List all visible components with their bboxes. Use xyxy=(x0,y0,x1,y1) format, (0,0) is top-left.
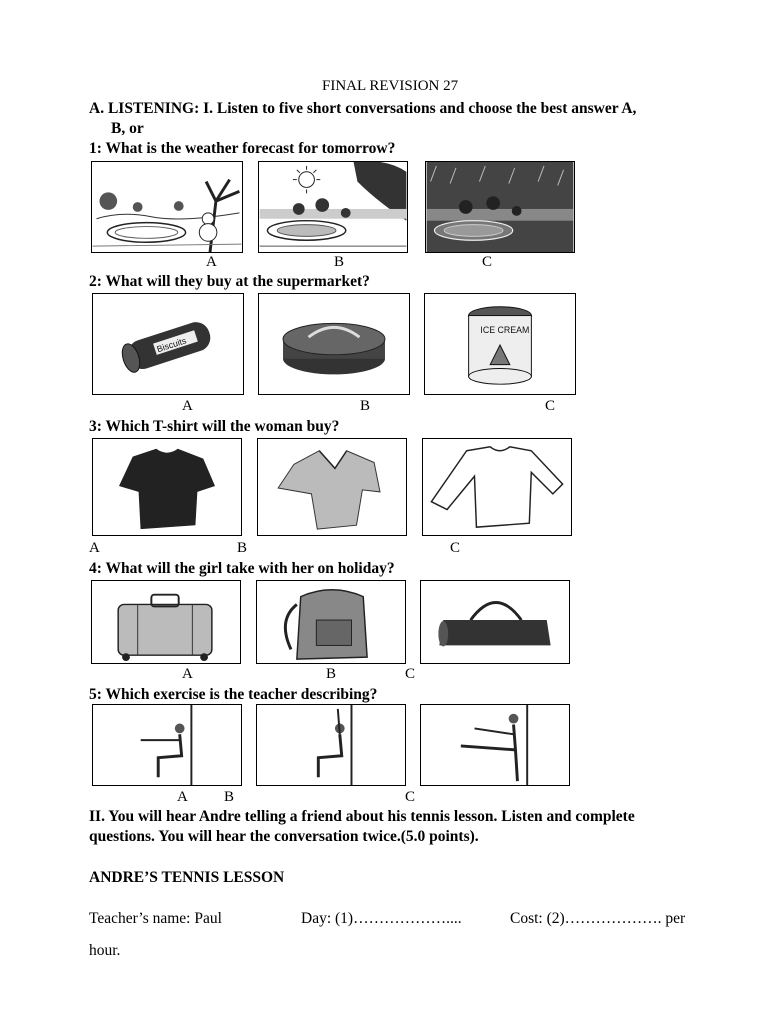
question-3: 3: Which T-shirt will the woman buy? xyxy=(89,418,340,435)
cost-unit: hour. xyxy=(89,942,121,959)
q5-label-c: C xyxy=(405,789,416,805)
suitcase-icon xyxy=(91,580,241,664)
q4-label-a: A xyxy=(182,666,193,682)
q2-label-c: C xyxy=(545,398,556,414)
biscuits-icon xyxy=(92,293,244,395)
q3-label-c: C xyxy=(450,540,461,556)
cost-blank[interactable]: Cost: (2)………………. per xyxy=(510,910,686,927)
q2-label-b: B xyxy=(360,398,371,414)
snow-scene-icon xyxy=(91,161,243,253)
svg-text:Biscuits: Biscuits xyxy=(155,335,188,355)
q2-label-a: A xyxy=(182,398,193,414)
leg-raise-icon xyxy=(420,704,570,786)
q1-label-a: A xyxy=(206,254,217,270)
question-1: 1: What is the weather forecast for tomorrow? xyxy=(89,140,396,157)
wall-sit-arms-forward-icon xyxy=(92,704,242,786)
wall-sit-arms-up-icon xyxy=(256,704,406,786)
part-ii-instruction: II. You will hear Andre telling a friend about his tennis lesson. Listen and complete xyxy=(89,808,635,825)
holdall-bag-icon xyxy=(420,580,570,664)
q5-label-b: B xyxy=(224,789,235,805)
section-a-instruction: A. LISTENING: I. Listen to five short conversations and choose the best answer A, xyxy=(89,100,637,117)
svg-text:ICE CREAM: ICE CREAM xyxy=(480,325,530,336)
question-5: 5: Which exercise is the teacher describing? xyxy=(89,686,378,703)
day-blank[interactable]: Day: (1)……………….... xyxy=(301,910,462,927)
question-4: 4: What will the girl take with her on holiday? xyxy=(89,560,395,577)
teacher-name-field: Teacher’s name: Paul xyxy=(89,910,222,927)
part-ii-instruction-cont: questions. You will hear the conversation twice.(5.0 points). xyxy=(89,828,479,845)
q3-label-b: B xyxy=(237,540,248,556)
cake-icon xyxy=(258,293,410,395)
q5-label-a: A xyxy=(177,789,188,805)
q1-label-c: C xyxy=(482,254,493,270)
lesson-heading: ANDRE’S TENNIS LESSON xyxy=(89,869,285,886)
q4-label-c: C xyxy=(405,666,416,682)
question-2: 2: What will they buy at the supermarket? xyxy=(89,273,370,290)
q4-label-b: B xyxy=(326,666,337,682)
vneck-tshirt-icon xyxy=(257,438,407,536)
long-sleeve-shirt-icon xyxy=(422,438,572,536)
rainy-scene-icon xyxy=(425,161,575,253)
backpack-icon xyxy=(256,580,406,664)
ice-cream-tub-icon xyxy=(424,293,576,395)
q3-label-a: A xyxy=(89,540,100,556)
dark-tshirt-icon xyxy=(92,438,242,536)
page-title: FINAL REVISION 27 xyxy=(322,78,459,94)
q1-label-b: B xyxy=(334,254,345,270)
sunny-scene-icon xyxy=(258,161,408,253)
section-a-instruction-cont: B, or xyxy=(111,120,144,137)
